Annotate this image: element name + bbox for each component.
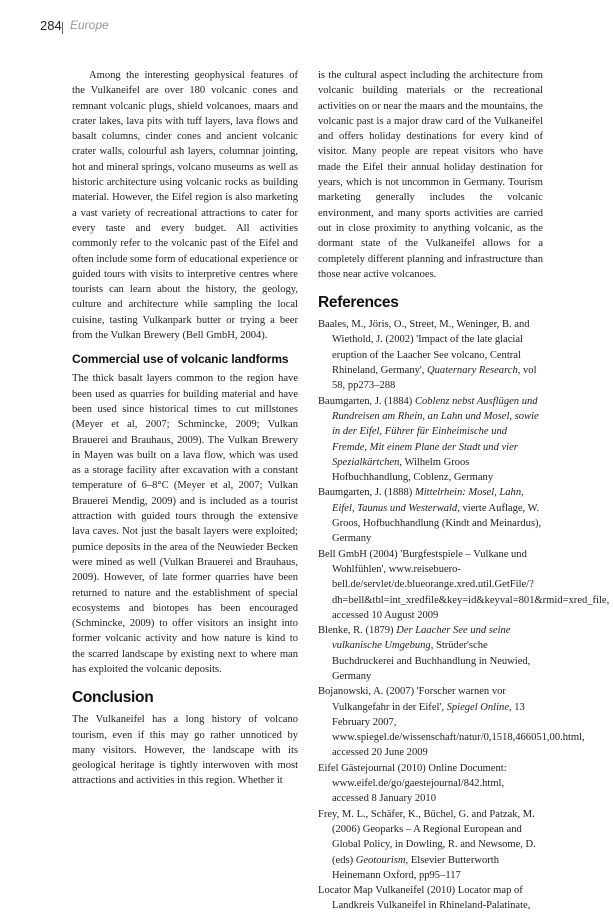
reference-entry: Baales, M., Jöris, O., Street, M., Weninger, B. and Wiethold, J. (2002) 'Impact of the late glacial eruption of the Laacher See volcano, Central Rhineland, Germany', Quaternary Research, vol 58, pp273–288 bbox=[318, 319, 537, 392]
reference-entry: Blenke, R. (1879) Der Laacher See und seine vulkanische Umgebung, Strüder'sche Buchdruckerei and Buchhandlung in Neuwied, Germany bbox=[318, 625, 531, 682]
reference-entry: Baumgarten, J. (1888) Mittelrhein: Mosel, Lahn, Eifel, Taunus und Westerwald, vierte Auflage, W. Groos, Hofbuchhandlung (Kindt and Meinardus), Germany bbox=[318, 487, 542, 545]
intro-paragraph: Among the interesting geophysical features of the Vulkaneifel are over 180 volcanic cones and remnant volcanic plugs, shield volcanoes, maars and crater lakes, lava pits with tuff layers, lava flows and basalt columns, cinder cones and ancient volcanic crater walls, colourful ash layers, columnar jointing, hot and mineral springs, volcano museums as well as historic architecture using volcanic rocks as building material. However, the Eifel region is also marketing a vast variety of recreational attractions to cater for every taste and every budget. All activities commonly refer to the volcanic past of the Eifel and often include some form of educational experience or guided tours with visits to interpretive centres where tourists can learn about the history, the geology, culture and architecture while sampling the local cuisine, tasting Vulkanpark butter or trying a beer from the Vulkan Brewery (Bell GmbH, 2004). bbox=[72, 70, 298, 342]
page-number: 284 bbox=[40, 18, 62, 33]
right-column bbox=[318, 68, 610, 914]
continuation-paragraph: is the cultural aspect including the architecture from volcanic building materials or the recreational activities on or near the maars and the mountains, the volcanic past is a major draw card of the Vulkaneifel and offers holiday destinations for every kind of visitor. Many people are repeat visitors who have made the Eifel their annual holiday destination for years, which is not uncommon in Germany. Tourism marketing generally includes the volcanic environment, and many sports activities are carried out in close proximity to anything volcanic, as the dormant state of the Vulkaneifel allows for a completely different planning and infrastructure than those near active volcanoes. bbox=[318, 70, 543, 280]
conclusion-paragraph: The Vulkaneifel has a long history of volcano tourism, even if this may go rather unnoticed by many visitors. However, the landscape with its geological heritage is tightly interwoven with most attractions and activities in this region. Whether it bbox=[72, 714, 298, 787]
left-column bbox=[72, 68, 298, 789]
running-header bbox=[0, 18, 613, 38]
reference-entry: Baumgarten, J. (1884) Coblenz nebst Ausflügen und Rundreisen am Rhein, an Lahn und Mosel, sowie in der Eifel, Führer für Einheimische und Fremde, Mit einem Plane der Stadt und vier Spezialkärtchen, Wilhelm Groos Hofbuchhandlung, Coblenz, Germany bbox=[318, 395, 539, 484]
references-heading: References bbox=[318, 294, 399, 312]
section-title: Europe bbox=[70, 18, 109, 32]
subheading-commercial-use: Commercial use of volcanic landforms bbox=[72, 352, 289, 367]
reference-entry: Locator Map Vulkaneifel (2010) Locator map of Landkreis Vulkaneifel in Rhineland-Palatinate, bbox=[318, 885, 531, 912]
references-list bbox=[318, 317, 610, 914]
conclusion-heading: Conclusion bbox=[72, 689, 154, 707]
header-divider bbox=[62, 22, 63, 34]
reference-entry: Frey, M. L., Schäfer, K., Büchel, G. and Patzak, M. (2006) Geoparks – A Regional European and Global Policy, in Dowling, R. and Newsome, D. (eds) Geotourism, Elsevier Butterworth Heinemann Oxford, pp95–117 bbox=[318, 808, 536, 881]
commercial-paragraph: The thick basalt layers common to the region have been used as quarries for building material and have been used since historical times to cut millstones (Meyer et al, 2007; Schmincke, 2009; Vulkan Brauerei and Brauhaus, 2009). The Vulkan Brewery in Mayen was built on a lava flow, which was used as a storage facility after excavation with a constant temperature of 6–8°C (Meyer et al, 2007; Vulkan Brauerei Mendig, 2009) and is included as a tourist attraction with guided tours through the extensive lava caves. Not just the basalt layers were exploited; pumice deposits in the area of the Neuwieder Becken were mined as well (Vulkan Brauerei and Brauhaus, 2009). However, of late former quarries have been returned to nature and the establishment of special ecosystems and biotopes has been encouraged (Schmincke, 2009) to offer visitors an insight into former volcanic activity and how nature is kind to the scarred landscape by existing next to where man has exploited the volcanic deposits. bbox=[72, 373, 298, 675]
reference-entry: Eifel Gästejournal (2010) Online Document: www.eifel.de/go/gaestejournal/842.html, accessed 8 January 2010 bbox=[318, 762, 507, 805]
reference-entry: Bojanowski, A. (2007) 'Forscher warnen vor Vulkangefahr in der Eifel', Spiegel Online, 13 February 2007, www.spiegel.de/wissenschaft/natur/0,1518,466051,00.html, accessed 20 June 2009 bbox=[318, 686, 585, 759]
reference-entry: Bell GmbH (2004) 'Burgfestspiele – Vulkane und Wohlfühlen', www.reisebuero-bell.de/servlet/de.blueorange.xred.util.GetFile/?dh=bell&tbl=int_xredfile&key=id&keyval=801&rmid=xred_file, accessed 10 August 2009 bbox=[318, 548, 610, 621]
